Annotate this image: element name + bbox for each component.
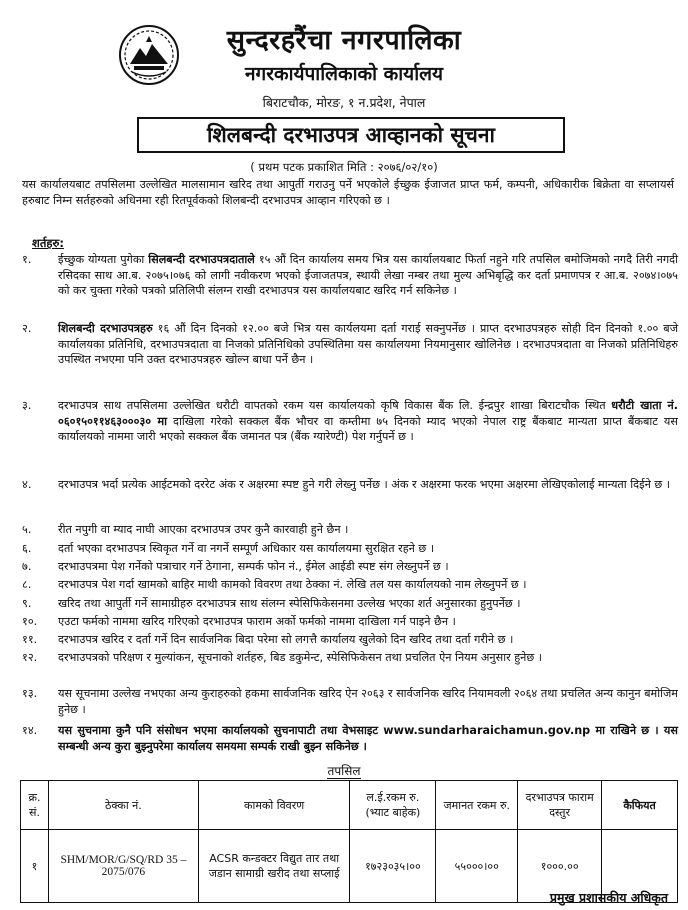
item-text: रीत नपुगी वा म्याद नाघी आएका दरभाउपत्र उपर कुनै कारवाही हुने छैन । <box>58 523 349 536</box>
condition-item <box>22 522 678 538</box>
notice-title: शिलबन्दी दरभाउपत्र आव्हानको सूचना <box>137 117 565 153</box>
item-text: दरभाउपत्रमा पेश गर्नेको पत्राचार गर्ने ठेगाना, सम्पर्क फोन नं., ईमेल आईडी स्पष्ट संग लेख्नुपर्ने छ । <box>58 560 449 573</box>
item-text: खरिद तथा आपुर्ती गर्ने सामाग्रीहरु दरभाउपत्र साथ संलग्न स्पेसिफिकेसनमा उल्लेख भएका शर्त अनुसारका हुनुपर्नेछ । <box>58 597 521 610</box>
office-address: बिराटचौक, मोरङ, १ न.प्रदेश, नेपाल <box>262 95 426 110</box>
column-header-description: कामको विवरण <box>198 781 350 830</box>
condition-item <box>22 252 678 299</box>
item-text: दरभाउपत्र पेश गर्दा खामको बाहिर माथी कामको विवरण तथा ठेक्का नं. लेखि तल यस कार्यालयको नाम लेख्नुपर्ने छ । <box>58 578 527 591</box>
condition-item <box>22 321 678 368</box>
item-number: ३. <box>22 399 32 412</box>
item-number: ६. <box>22 542 32 555</box>
column-header-contract: ठेक्का नं. <box>48 781 198 830</box>
intro-paragraph: यस कार्यालयबाट तपसिलमा उल्लेखित मालसामान खरिद तथा आपुर्ती गराउनु पर्ने भएकोले ईच्छुक ईजाजत प्राप्त फर्म, कम्पनी, अधिकारीक बिक्रेता वा सप्लायर्स हरुबाट निम्न सर्तहरुको अधिनमा रही रितपूर्वकको शिलबन्दी दरभाउपत्र आव्हान गरिएको छ । <box>22 178 674 207</box>
cell-fee: १०००.०० <box>518 830 602 903</box>
column-header-remarks: कैफियत <box>602 781 678 830</box>
item-number: ५. <box>22 523 32 536</box>
item-number: ८. <box>22 578 32 591</box>
schedule-table <box>20 780 678 903</box>
condition-item <box>22 614 678 630</box>
cell-sn: १ <box>21 830 49 903</box>
cell-description: ACSR कन्डक्टर विद्युत तार तथा जडान सामाग्री खरीद तथा सप्लाई <box>198 830 350 903</box>
column-header-fee: दरभाउपत्र फाराम दस्तुर <box>518 781 602 830</box>
condition-item <box>22 559 678 575</box>
publication-date: ( प्रथम पटक प्रकाशित मिति : २०७६/०२/१०) <box>250 160 438 174</box>
conditions-heading: शर्तहरु: <box>32 236 64 250</box>
item-number: ९. <box>22 597 32 610</box>
item-text: दाखिला गरेको सक्कल बैंक भौचर वा कम्तीमा ७५ दिनको म्याद भएको नेपाल राष्ट्र बैंकबाट मान्यता प्राप्त बैंकबाट यस कार्यालयको नाममा जारी भएको सक्कल बैंक जमानत पत्र (बैंक ग्यारेण्टी) पेश गर्नुपर्ने छ । <box>58 414 678 444</box>
item-number: ४. <box>22 478 32 491</box>
condition-item <box>22 650 678 666</box>
item-bold-text: शिलबन्दी दरभाउपत्रहरु <box>58 322 153 335</box>
item-number: १०. <box>22 615 38 628</box>
column-header-estimate: ल.ई.रकम रु. (भ्याट बाहेक) <box>350 781 436 830</box>
item-text: १५ औं दिन कार्यालय समय भित्र यस कार्यालयबाट फिर्ता नहुने गरि तपसिल बमोजिमको नगदै तिरी नगदी रसिदका साथ आ.ब. २०७५।०७६ को लागी नवीकरण भएको ईजाजतपत्र, स्थायी लेखा नम्बर तथा मुल्य अभिबृद्धि कर दर्ता प्रमाणपत्र र आ.ब. २०७४।०७५ को कर चुक्ता गरेको पत्रको प्रतिलिपी संलग्न राखी दरभाउपत्र यस कार्यालयबाट खरिद गर्न सकिनेछ । <box>58 253 678 298</box>
schedule-title-wrap <box>0 762 688 779</box>
item-text: ईच्छुक योग्यता पुगेका <box>58 253 149 266</box>
item-text: दरभाउपत्र भर्दा प्रत्येक आईटमको दररेट अंक र अक्षरमा स्पष्ट हुने गरी लेख्नु पर्नेछ । अंक र अक्षरमा फरक भएमा अक्षरमा लेखिएकोलाई मान्यता दिईने छ । <box>58 478 671 491</box>
item-bold-text: धरौटी खाता नं. ०६०१५०११४६३०००३० मा <box>58 399 678 428</box>
cell-estimate: १७२३०३५।०० <box>350 830 436 903</box>
item-text: दरभाउपत्र साथ तपसिलमा उल्लेखित धरौटी वापतको रकम यस कार्यालयको कृषि विकास बैंक लि. ईन्द्रपुर शाखा बिराटचौक स्थित <box>58 399 612 412</box>
cell-security: ५५०००।०० <box>436 830 518 903</box>
column-header-sn: क्र. सं. <box>21 781 49 830</box>
cell-contract: SHM/MOR/G/SQ/RD 35 – 2075/076 <box>48 830 198 903</box>
item-number: १. <box>22 253 32 266</box>
condition-item <box>22 723 678 754</box>
item-number: १३. <box>22 687 38 700</box>
item-text: १६ औं दिन दिनको १२.०० बजे भित्र यस कार्यलयमा दर्ता गराई सक्नुपर्नेछ । प्राप्त दरभाउपत्रहरु सोही दिन दिनको १.०० बजे कार्यालयका प्रतिनिधि, दरभाउपत्रदाता वा निजको प्रतिनिधिको उपस्थितिमा यस कार्यालयमा नियमानुसार खोलिनेछ । दरभाउपत्रदाता वा निजको प्रतिनिधिहरु उपस्थित नभएमा पनि उक्त दरभाउपत्रहरु खोल्न बाधा पर्ने छैन । <box>58 322 678 367</box>
condition-item <box>22 541 678 557</box>
item-number: ७. <box>22 560 32 573</box>
item-text: एउटा फर्मको नाममा खरिद गरिएको दरभाउपत्र फाराम अर्को फर्मको नाममा दाखिला गर्न पाइने छैन । <box>58 615 456 628</box>
condition-item <box>22 398 678 445</box>
item-text: दरभाउपत्र खरिद र दर्ता गर्ने दिन सार्वजनिक बिदा परेमा सो लगत्तै कार्यालय खुलेको दिन खरिद तथा दर्ता गरीने छ । <box>58 633 514 646</box>
item-number: १२. <box>22 651 38 664</box>
item-number: ११. <box>22 633 38 646</box>
item-bold-text: यस सुचनामा कुनै पनि संसोधन भएमा कार्यालयको सुचनापाटी तथा वेभसाइट www.sundarharaichamun.gov.np मा राखिने छ । यस सम्बन्धी अन्य कुरा बुझ्नुपरेमा कार्यालय समयमा सम्पर्क राखी बुझ्न सकिनेछ । <box>58 724 678 753</box>
condition-item <box>22 686 678 717</box>
item-number: २. <box>22 322 32 335</box>
item-text: दरभाउपत्रको परिक्षण र मुल्यांकन, सूचनाको शर्तहरु, बिड डकुमेन्ट, स्पेसिफिकेसन तथा प्रचलित ऐन नियम अनुसार हुनेछ । <box>58 651 543 664</box>
table-header-row <box>21 781 678 830</box>
office-name: नगरकार्यपालिकाको कार्यालय <box>244 63 444 85</box>
item-text: दर्ता भएका दरभाउपत्र स्विकृत गर्ने वा नगर्ने सम्पूर्ण अधिकार यस कार्यालयमा सुरक्षित रहने छ । <box>58 542 435 555</box>
item-text: यस सूचनामा उल्लेख नभएका अन्य कुराहरुको हकमा सार्वजनिक खरिद ऐन २०६३ र सार्वजनिक खरिद नियामवली २०६४ तथा प्रचलित अन्य कानुन बमोजिम हुनेछ । <box>58 687 678 716</box>
condition-item <box>22 477 678 493</box>
signatory-title: प्रमुख प्रशासकीय अधिकृत <box>549 890 668 905</box>
schedule-title: तपसिल <box>327 764 361 778</box>
item-bold-text: सिलबन्दी दरभाउपत्रदाताले <box>148 253 255 266</box>
item-number: १४. <box>22 724 38 737</box>
condition-item <box>22 577 678 593</box>
condition-item <box>22 596 678 612</box>
condition-item <box>22 632 678 648</box>
municipality-name: सुन्दरहरैंचा नगरपालिका <box>226 25 462 56</box>
column-header-security: जमानत रकम रु. <box>436 781 518 830</box>
